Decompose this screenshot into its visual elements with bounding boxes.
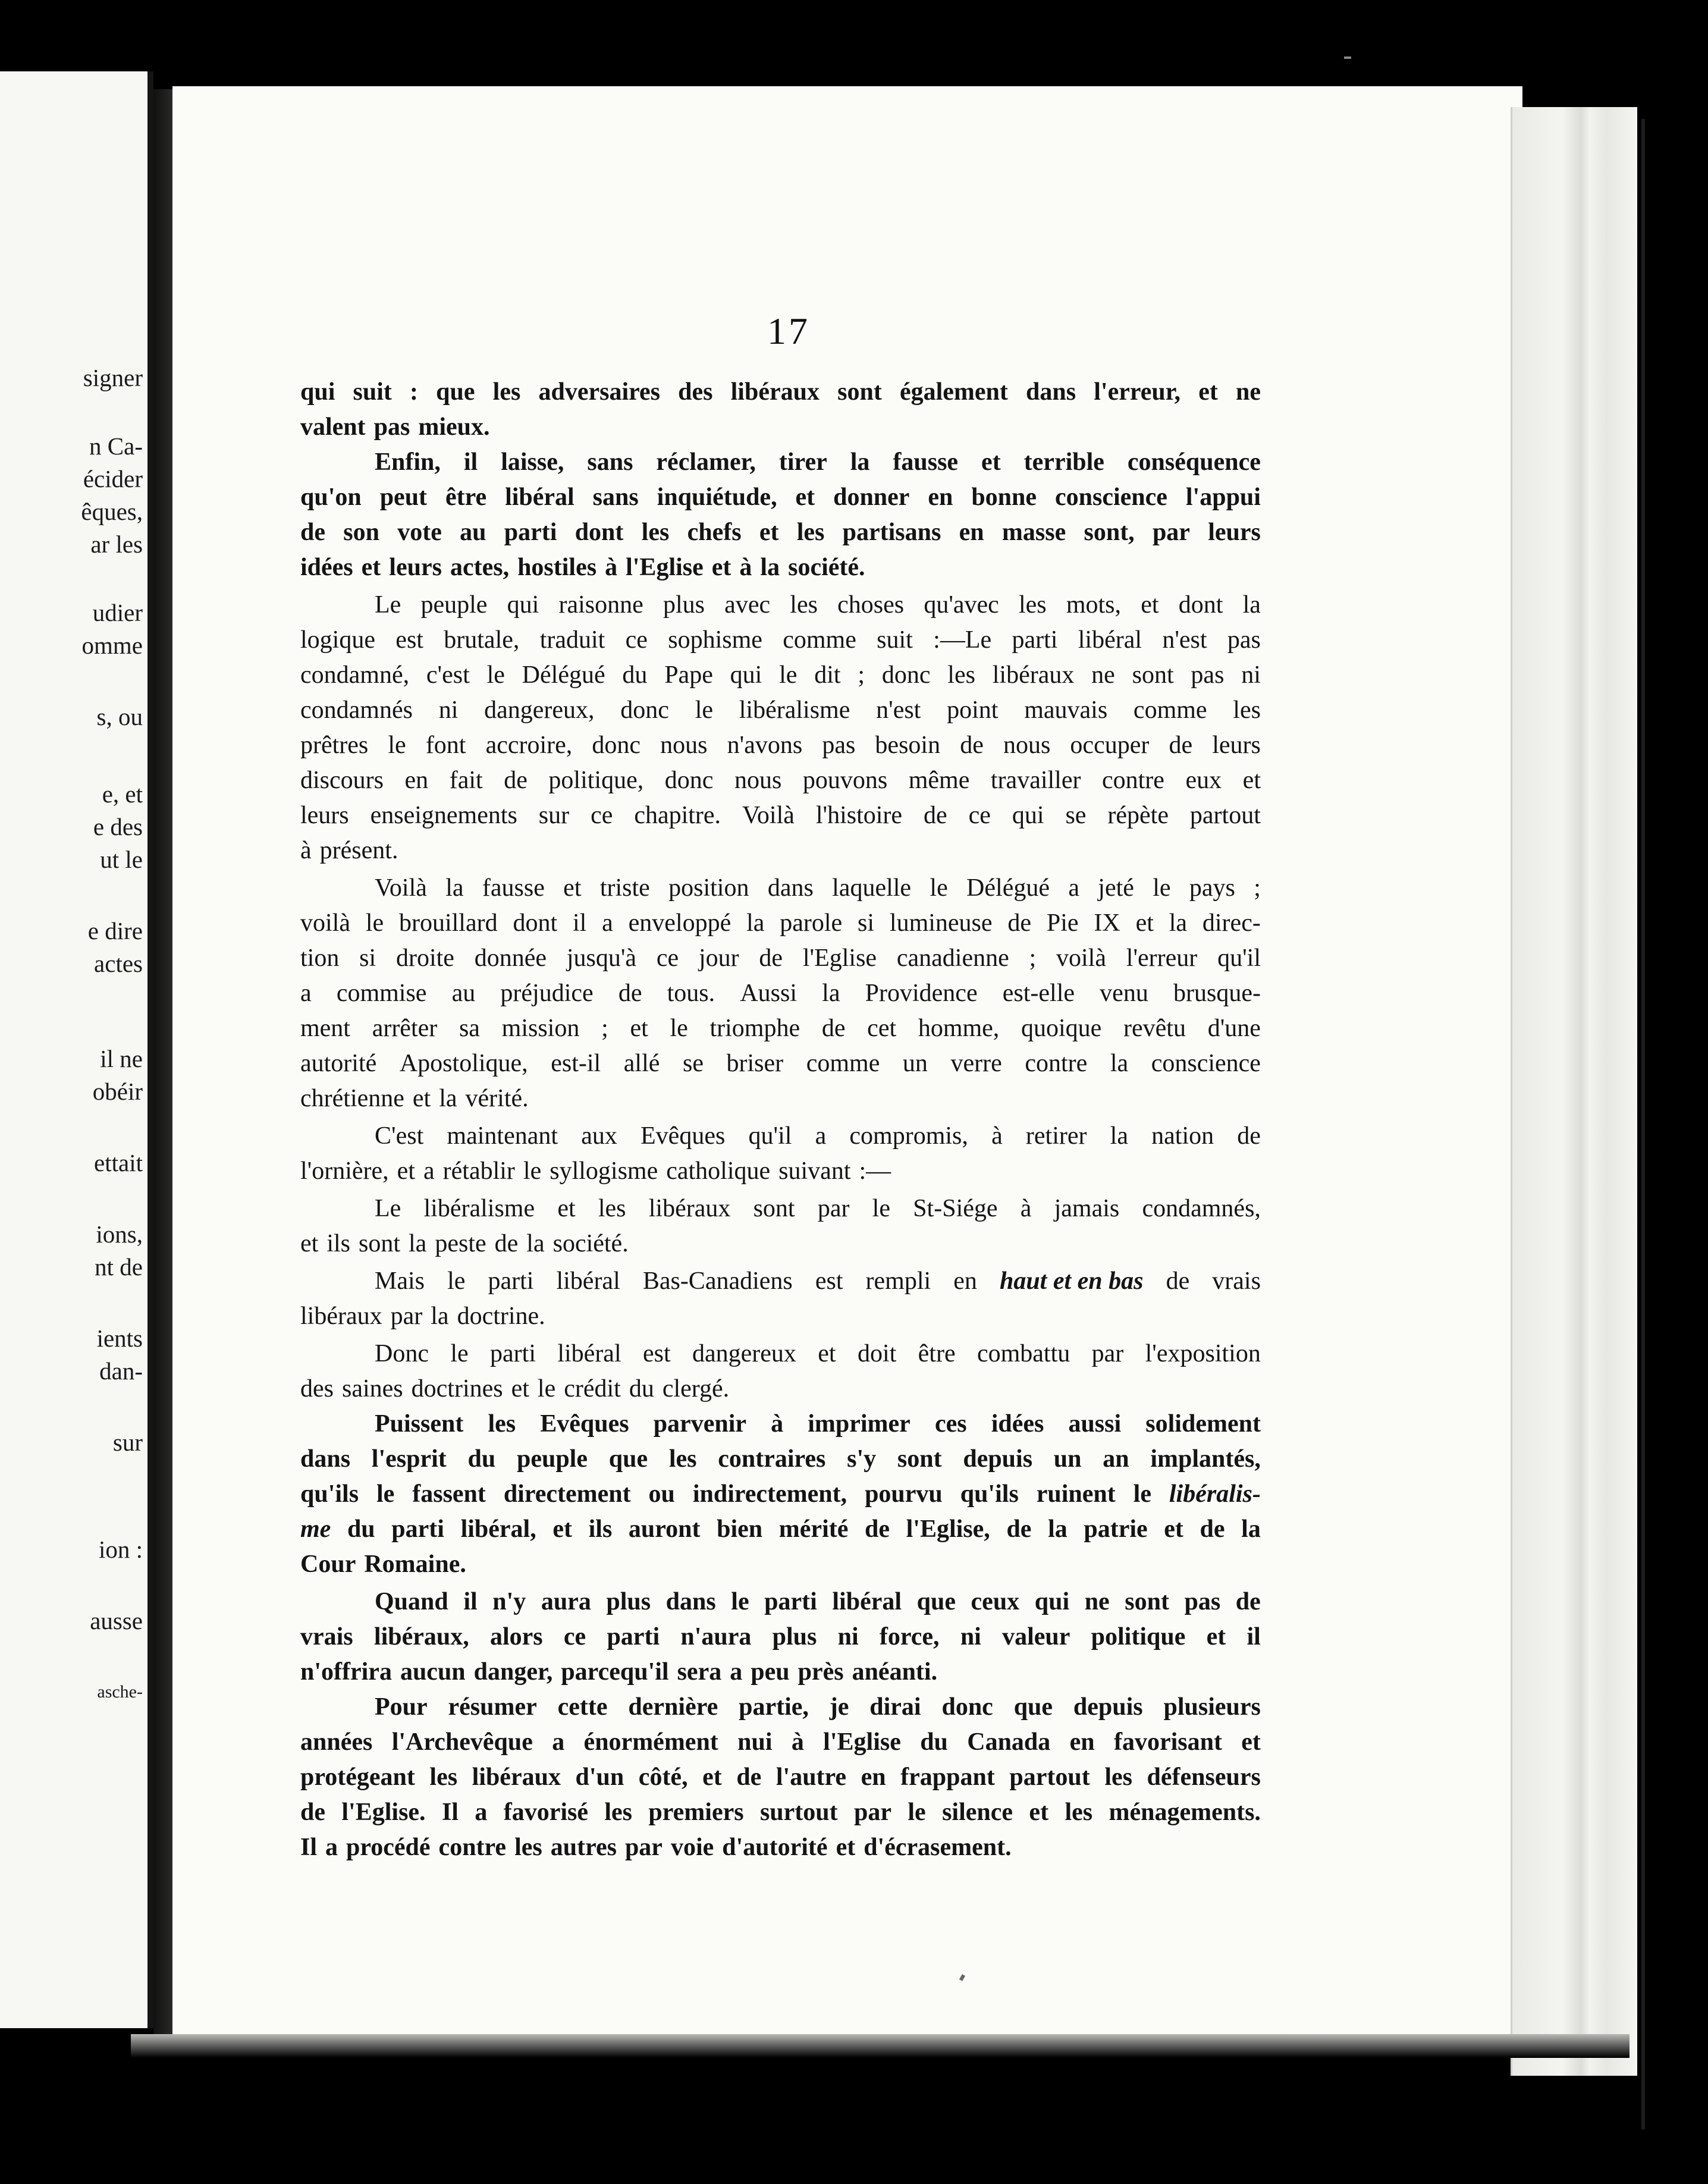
text-line: idées et leurs actes, hostiles à l'Eglise et à la société. (300, 554, 865, 581)
text-line: de l'Eglise. Il a favorisé les premiers surtout par le silence et les ménagements. (300, 1799, 1261, 1826)
text-line: qu'on peut être libéral sans inquiétude, et donner en bonne conscience l'appui (300, 484, 1261, 511)
page-edge-line (1641, 119, 1645, 2129)
paragraph (300, 1264, 1261, 1334)
bottom-shadow (131, 2034, 1629, 2058)
left-page-text-fragment: signer (83, 364, 143, 391)
left-page-text-fragment: ettait (94, 1149, 143, 1176)
text-line: dans l'esprit du peuple que les contraires s'y sont depuis un an implantés, (300, 1445, 1261, 1473)
left-page-text-fragment: e, et (102, 780, 143, 808)
left-page-text-fragment: écider (83, 465, 143, 492)
text-line: discours en fait de politique, donc nous pouvons même travailler contre eux et (300, 767, 1261, 794)
text-line: me du parti libéral, et ils auront bien mérité de l'Eglise, de la patrie et de la (300, 1515, 1261, 1543)
paragraph (300, 1584, 1261, 1690)
text-line: ment arrêter sa mission ; et le triomphe de cet homme, quoique revêtu d'une (300, 1015, 1261, 1042)
paragraph (300, 445, 1261, 585)
left-page-text-fragment: ions, (96, 1220, 143, 1248)
text-line: condamnés ni dangereux, donc le libéralisme n'est point mauvais comme les (300, 696, 1261, 724)
left-page-text-fragment: sur (112, 1429, 143, 1456)
left-page-text-fragment: asche- (97, 1682, 143, 1702)
text-line: Voilà la fausse et triste position dans laquelle le Délégué a jeté le pays ; (375, 874, 1261, 902)
text-line: Le libéralisme et les libéraux sont par le St-Siége à jamais condamnés, (375, 1195, 1261, 1222)
paragraph (300, 1336, 1261, 1407)
left-page-text-fragment: ients (96, 1325, 143, 1352)
left-page-text-fragment: obéir (92, 1078, 143, 1105)
left-page-text-fragment: n Ca- (89, 432, 143, 460)
page-number: 17 (767, 310, 810, 352)
paragraph (300, 871, 1261, 1116)
left-page-text-fragment: s, ou (96, 703, 143, 730)
text-line: a commise au préjudice de tous. Aussi la Providence est-elle venu brusque- (300, 980, 1261, 1007)
text-line: qu'ils le fassent directement ou indirectement, pourvu qu'ils ruinent le libéralis- (300, 1480, 1261, 1508)
paragraph (300, 588, 1261, 868)
scan-speck (1344, 57, 1351, 59)
text-line: condamné, c'est le Délégué du Pape qui le dit ; donc les libéraux ne sont pas ni (300, 661, 1261, 689)
text-line: voilà le brouillard dont il a enveloppé la parole si lumineuse de Pie IX et la direc- (300, 909, 1261, 937)
text-line: et ils sont la peste de la société. (300, 1230, 629, 1257)
text-line: tion si droite donnée jusqu'à ce jour de l'Eglise canadienne ; voilà l'erreur qu'il (300, 944, 1261, 972)
text-line: Quand il n'y aura plus dans le parti libéral que ceux qui ne sont pas de (375, 1588, 1261, 1615)
left-page-text-fragment: ausse (90, 1607, 143, 1634)
text-line: chrétienne et la vérité. (300, 1085, 529, 1112)
text-line: protégeant les libéraux d'un côté, et de l'autre en frappant partout les défenseurs (300, 1763, 1261, 1791)
paragraph (300, 1119, 1261, 1189)
text-line: C'est maintenant aux Evêques qu'il a compromis, à retirer la nation de (375, 1122, 1261, 1150)
text-line: Pour résumer cette dernière partie, je dirai donc que depuis plusieurs (375, 1693, 1261, 1721)
text-line: Mais le parti libéral Bas-Canadiens est rempli en haut et en bas de vrais (375, 1267, 1261, 1295)
left-page-text-fragment: nt de (95, 1253, 143, 1281)
text-line: libéraux par la doctrine. (300, 1303, 545, 1330)
text-line: leurs enseignements sur ce chapitre. Voilà l'histoire de ce qui se répète partout (300, 802, 1261, 829)
left-page-text-fragment: ion : (98, 1536, 143, 1563)
left-page-text-fragment: êques, (81, 498, 143, 525)
text-line: Donc le parti libéral est dangereux et doit être combattu par l'exposition (375, 1340, 1261, 1367)
text-line: à présent. (300, 837, 398, 864)
text-line: vrais libéraux, alors ce parti n'aura plus ni force, ni valeur politique et il (300, 1623, 1261, 1650)
text-line: prêtres le font accroire, donc nous n'avons pas besoin de nous occuper de leurs (300, 732, 1261, 759)
text-line: Enfin, il laisse, sans réclamer, tirer la fausse et terrible conséquence (375, 448, 1261, 476)
paragraph (300, 375, 1261, 445)
text-line: Cour Romaine. (300, 1551, 466, 1578)
previous-page-fragment (0, 71, 153, 2028)
left-page-text-fragment: omme (81, 632, 143, 659)
left-page-text-fragment: e des (93, 813, 143, 840)
text-line: Puissent les Evêques parvenir à imprimer ces idées aussi solidement (375, 1410, 1261, 1438)
text-line: autorité Apostolique, est-il allé se briser comme un verre contre la conscience (300, 1050, 1261, 1077)
text-line: l'ornière, et a rétablir le syllogisme catholique suivant :— (300, 1157, 891, 1185)
left-page-text-fragment: actes (94, 950, 143, 977)
text-line: logique est brutale, traduit ce sophisme comme suit :—Le parti libéral n'est pas (300, 626, 1261, 654)
text-line: qui suit : que les adversaires des libéraux sont également dans l'erreur, et ne (300, 378, 1261, 406)
book-spine-shadow (153, 89, 174, 2046)
text-line: années l'Archevêque a énormément nui à l'Eglise du Canada en favorisant et (300, 1728, 1261, 1756)
paragraph (300, 1690, 1261, 1865)
paragraph (300, 1191, 1261, 1262)
text-line: Il a procédé contre les autres par voie d'autorité et d'écrasement. (300, 1834, 1012, 1861)
text-line: des saines doctrines et le crédit du clergé. (300, 1375, 730, 1402)
page-stack-edges (1511, 107, 1637, 2076)
page-body-text (300, 375, 1261, 1865)
text-line: valent pas mieux. (300, 413, 490, 441)
text-line: n'offrira aucun danger, parcequ'il sera a peu près anéanti. (300, 1658, 938, 1686)
left-page-text-fragment: ut le (100, 846, 143, 873)
text-line: de son vote au parti dont les chefs et les partisans en masse sont, par leurs (300, 519, 1261, 546)
left-page-text-fragment: il ne (100, 1045, 143, 1072)
left-page-text-fragment: e dire (87, 917, 143, 944)
paragraph (300, 1407, 1261, 1582)
text-line: Le peuple qui raisonne plus avec les choses qu'avec les mots, et dont la (375, 591, 1261, 619)
left-page-text-fragment: ar les (90, 531, 143, 558)
left-page-text-fragment: dan- (99, 1357, 143, 1385)
left-page-text-fragment: udier (92, 599, 143, 626)
